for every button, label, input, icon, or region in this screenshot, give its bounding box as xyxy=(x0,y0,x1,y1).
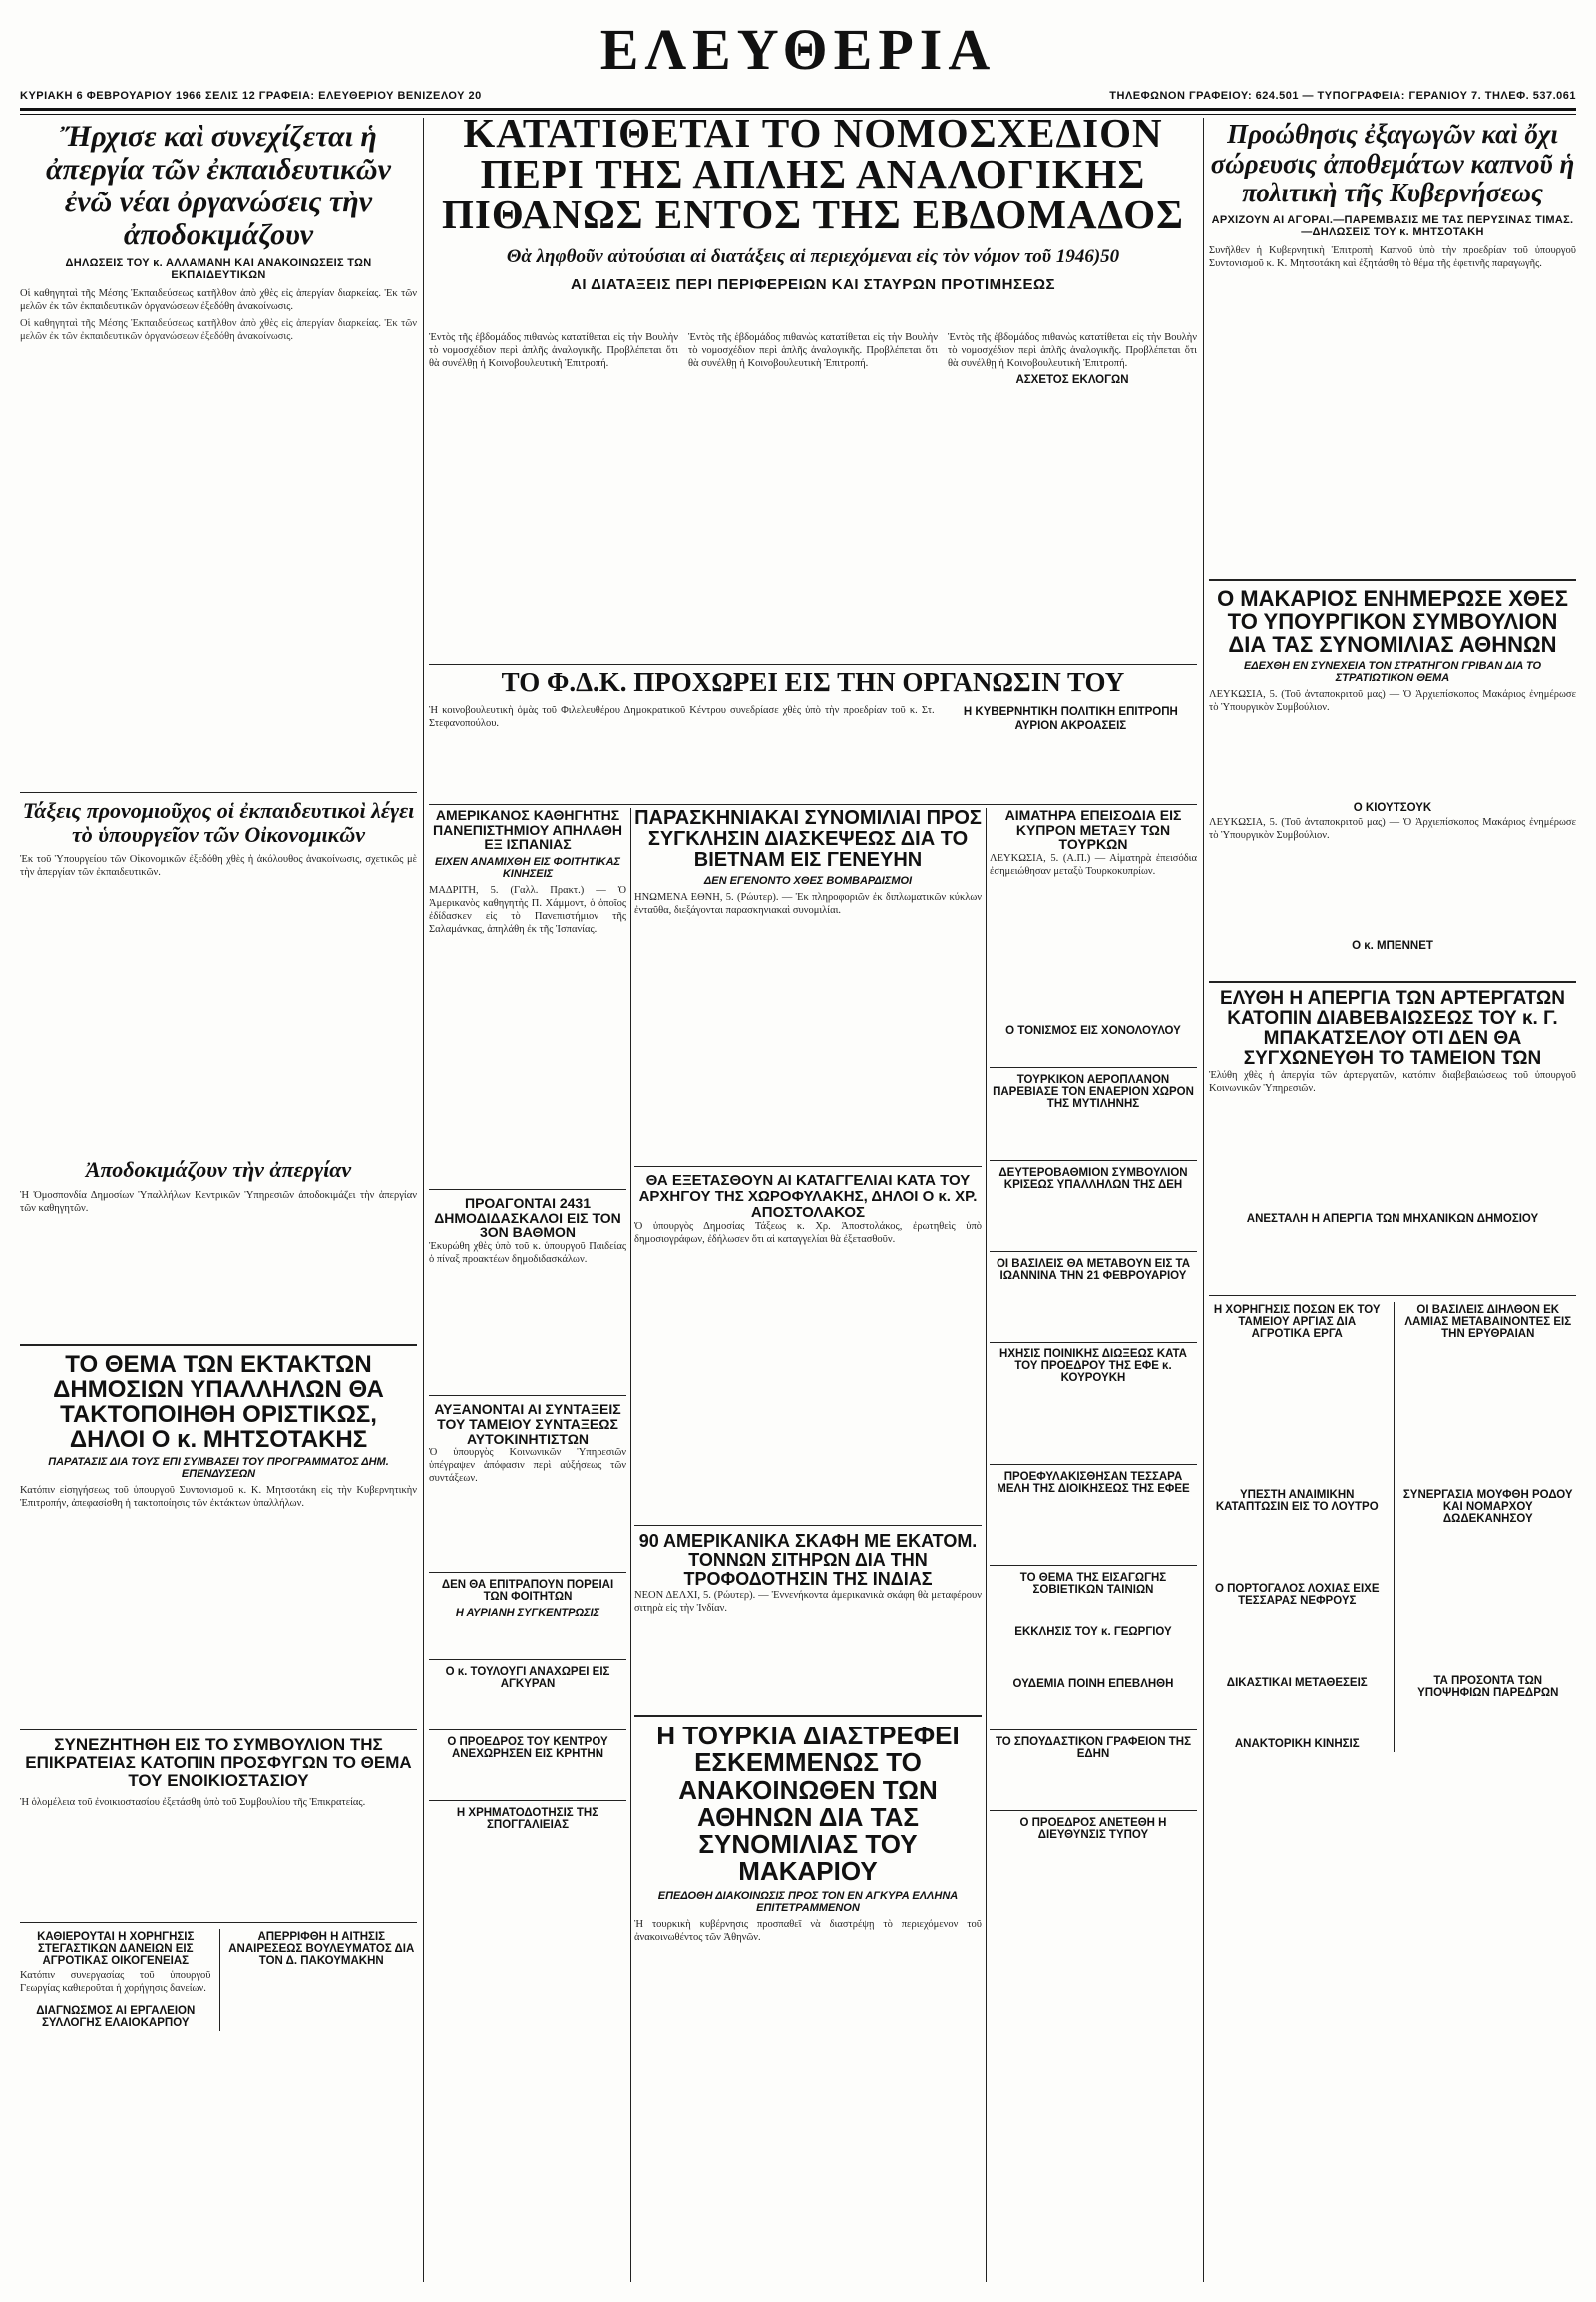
article-body: Ἡ κοινοβουλευτικὴ ὁμὰς τοῦ Φιλελευθέρου Δημοκρατικοῦ Κέντρου συνεδρίασε χθὲς ὑπὸ τὴν προεδρίαν τοῦ κ. Στ. Στεφανοπούλου. xyxy=(429,704,935,729)
section-rule xyxy=(429,664,1197,665)
lead-body: Ἐντὸς τῆς ἑβδομάδος πιθανὼς κατατίθεται εἰς τὴν Βουλὴν τὸ νομοσχέδιον περὶ ἁπλῆς ἀναλογικῆς. Προβλέπεται ὅτι θὰ συνέλθῃ ἡ Κοινοβουλευτικὴ Ἐπιτροπή. xyxy=(948,332,1197,369)
article-headline: ΠΡΟΑΓΟΝΤΑΙ 2431 ΔΗΜΟΔΙΔΑΣΚΑΛΟΙ ΕΙΣ ΤΟΝ 3ΟΝ ΒΑΘΜΟΝ xyxy=(434,1195,621,1241)
right-bottom-left xyxy=(1209,1302,1386,1752)
article-headline: Ο ΠΡΟΕΔΡΟΣ ΤΟΥ ΚΕΝΤΡΟΥ ΑΝΕΧΩΡΗΣΕΝ ΕΙΣ ΚΡΗΤΗΝ xyxy=(447,1736,608,1761)
article-body: Κατόπιν συνεργασίας τοῦ ὑπουργοῦ Γεωργίας καθιεροῦται ἡ χορήγησις δανείων. xyxy=(20,1969,211,1994)
center-col-a xyxy=(429,808,626,2282)
article-headline: Η ΧΟΡΗΓΗΣΙΣ ΠΟΣΩΝ ΕΚ ΤΟΥ ΤΑΜΕΙΟΥ ΑΡΓΙΑΣ ΔΙΑ ΑΓΡΟΤΙΚΑ ΕΡΓΑ xyxy=(1213,1304,1381,1341)
section-rule xyxy=(1209,1295,1576,1296)
article-headline: ΔΕΥΤΕΡΟΒΑΘΜΙΟΝ ΣΥΜΒΟΥΛΙΟΝ ΚΡΙΣΕΩΣ ΥΠΑΛΛΗΛΩΝ ΤΗΣ ΔΕΗ xyxy=(998,1167,1188,1192)
article-body: Ἡ ὁλομέλεια τοῦ ἐνοικιοστασίου ἐξετάσθη ὑπὸ τοῦ Συμβουλίου τῆς Ἐπικρατείας. xyxy=(20,1796,366,1808)
right-column xyxy=(1209,120,1576,2282)
article-headline: Ο ΠΡΟΕΔΡΟΣ ΑΝΕΤΕΘΗ Η ΔΙΕΥΘΥΝΣΙΣ ΤΥΠΟΥ xyxy=(1019,1817,1167,1842)
article-body: Ἐκ τοῦ Ὑπουργείου τῶν Οἰκονομικῶν ἐξεδόθη χθὲς ἡ ἀκόλουθος ἀνακοίνωσις, σχετικῶς μὲ τὴν ἀπεργίαν τῶν ἐκπαιδευτικῶν. xyxy=(20,854,417,879)
article-body: ΛΕΥΚΩΣΙΑ, 5. (Τοῦ ἀνταποκριτοῦ μας) — Ὁ Ἀρχιεπίσκοπος Μακάριος ἐνημέρωσε τὸ Ὑπουργικὸν Συμβούλιον. xyxy=(1209,817,1576,842)
article-headline: ΤΟ Φ.Δ.Κ. ΠΡΟΧΩΡΕΙ ΕΙΣ ΤΗΝ ΟΡΓΑΝΩΣΙΝ ΤΟΥ xyxy=(501,668,1125,697)
fdk-article xyxy=(429,668,1197,800)
lead-article xyxy=(429,331,1197,660)
article-kicker: ΕΔΕΧΘΗ ΕΝ ΣΥΝΕΧΕΙΑ ΤΟΝ ΣΤΡΑΤΗΓΟΝ ΓΡΙΒΑΝ ΔΙΑ ΤΟ ΣΤΡΑΤΙΩΤΙΚΟΝ ΘΕΜΑ xyxy=(1243,660,1542,685)
right-bottom-row xyxy=(1209,1302,1576,1752)
article-headline: ΣΥΝΕΡΓΑΣΙΑ ΜΟΥΦΘΗ ΡΟΔΟΥ ΚΑΙ ΝΟΜΑΡΧΟΥ ΔΩΔΕΚΑΝΗΣΟΥ xyxy=(1402,1489,1573,1526)
article-headline: ΣΥΝΕΖΗΤΗΘΗ ΕΙΣ ΤΟ ΣΥΜΒΟΥΛΙΟΝ ΤΗΣ ΕΠΙΚΡΑΤΕΙΑΣ ΚΑΤΟΠΙΝ ΠΡΟΣΦΥΓΩΝ ΤΟ ΘΕΜΑ ΤΟΥ ΕΝΟΙΚΙΟΣΤΑΣΙΟΥ xyxy=(25,1735,412,1790)
article-headline: ΚΑΘΙΕΡΟΥΤΑΙ Η ΧΟΡΗΓΗΣΙΣ ΣΤΕΓΑΣΤΙΚΩΝ ΔΑΝΕΙΩΝ ΕΙΣ ΑΓΡΟΤΙΚΑΣ ΟΙΚΟΓΕΝΕΙΑΣ xyxy=(37,1930,195,1967)
article-headline: ΑΝΕΣΤΑΛΗ Η ΑΠΕΡΓΙΑ ΤΩΝ ΜΗΧΑΝΙΚΩΝ ΔΗΜΟΣΙΟΥ xyxy=(1246,1213,1539,1226)
lead-left-body: Οἱ καθηγηταὶ τῆς Μέσης Ἐκπαιδεύσεως κατῆλθον ἀπὸ χθὲς εἰς ἀπεργίαν διαρκείας. Ἐκ τῶν μελῶν ἐκ τῶν ἐκπαιδευτικῶν ὀργανώσεων ἐξεδόθη ἀνακοίνωσις. xyxy=(20,288,417,312)
article-headline: Η ΧΡΗΜΑΤΟΔΟΤΗΣΙΣ ΤΗΣ ΣΠΟΓΓΑΛΙΕΙΑΣ xyxy=(456,1807,599,1832)
article-body: ΝΕΟΝ ΔΕΛΧΙ, 5. (Ρώυτερ). — Ἐννενήκοντα ἀμερικανικὰ σκάφη θὰ μεταφέρουν σιτηρὰ εἰς τὴν Ἰνδίαν. xyxy=(634,1589,982,1614)
masthead-date-info: ΚΥΡΙΑΚΗ 6 ΦΕΒΡΟΥΑΡΙΟΥ 1966 ΣΕΛΙΣ 12 ΓΡΑΦΕΙΑ: ΕΛΕΥΘΕΡΙΟΥ ΒΕΝΙΖΕΛΟΥ 20 xyxy=(20,90,482,102)
article-body: Ἡ Ὁμοσπονδία Δημοσίων Ὑπαλλήλων Κεντρικῶν Ὑπηρεσιῶν ἀποδοκιμάζει τὴν ἀπεργίαν τῶν καθηγητῶν. xyxy=(20,1189,417,1214)
section-rule xyxy=(429,1572,626,1573)
article-kicker: ΕΙΧΕΝ ΑΝΑΜΙΧΘΗ ΕΙΣ ΦΟΙΤΗΤΙΚΑΣ ΚΙΝΗΣΕΙΣ xyxy=(434,856,621,881)
section-rule xyxy=(20,1922,417,1923)
lead-columns xyxy=(429,331,1197,388)
article-subhead: ΑΥΡΙΟΝ ΑΚΡΟΑΣΕΙΣ xyxy=(1014,719,1127,732)
article-body: ΗΝΩΜΕΝΑ ΕΘΝΗ, 5. (Ρώυτερ). — Ἐκ πληροφοριῶν ἐκ διπλωματικῶν κύκλων ἐνταῦθα, διεξάγονται παρασκηνιακαὶ συνομιλίαι. xyxy=(634,892,982,916)
main-deck xyxy=(426,246,1200,293)
fdk-side xyxy=(945,704,1197,734)
lead-body: Ἐντὸς τῆς ἑβδομάδος πιθανὼς κατατίθεται εἰς τὴν Βουλὴν τὸ νομοσχέδιον περὶ ἁπλῆς ἀναλογικῆς. Προβλέπεται ὅτι θὰ συνέλθῃ ἡ Κοινοβουλευτικὴ Ἐπιτροπή. xyxy=(688,332,938,369)
article-headline: 90 ΑΜΕΡΙΚΑΝΙΚΑ ΣΚΑΦΗ ΜΕ ΕΚΑΤΟΜ. ΤΟΝΝΩΝ ΣΙΤΗΡΩΝ ΔΙΑ ΤΗΝ ΤΡΟΦΟΔΟΤΗΣΙΝ ΤΗΣ ΙΝΔΙΑΣ xyxy=(638,1531,978,1590)
article-headline: ΑΥΞΑΝΟΝΤΑΙ ΑΙ ΣΥΝΤΑΞΕΙΣ ΤΟΥ ΤΑΜΕΙΟΥ ΣΥΝΤΑΞΕΩΣ ΑΥΤΟΚΙΝΗΤΙΣΤΩΝ xyxy=(434,1401,621,1447)
section-rule xyxy=(634,1525,982,1526)
section-rule xyxy=(990,1565,1197,1566)
section-rule xyxy=(634,1715,982,1717)
article-body: Ἐκυρώθη χθὲς ὑπὸ τοῦ κ. ὑπουργοῦ Παιδείας ὁ πίναξ προακτέων δημοδιδασκάλων. xyxy=(429,1241,626,1266)
section-rule xyxy=(990,1729,1197,1730)
article-headline: ΔΙΑΓΝΩΣΜΟΣ ΑΙ ΕΡΓΑΛΕΙΟΝ ΣΥΛΛΟΓΗΣ ΕΛΑΙΟΚΑΡΠΟΥ xyxy=(36,2004,196,2029)
deck-line-2: ΑΙ ΔΙΑΤΑΞΕΙΣ ΠΕΡΙ ΠΕΡΙΦΕΡΕΙΩΝ ΚΑΙ ΣΤΑΥΡΩΝ ΠΡΟΤΙΜΗΣΕΩΣ xyxy=(571,276,1055,293)
left-column xyxy=(20,120,417,2282)
article-kicker: ΔΕΝ ΕΓΕΝΟΝΤΟ ΧΘΕΣ ΒΟΜΒΑΡΔΙΣΜΟΙ xyxy=(703,875,913,887)
article-headline: ΤΟΥΡΚΙΚΟΝ ΑΕΡΟΠΛΑΝΟΝ ΠΑΡΕΒΙΑΣΕ ΤΟΝ ΕΝΑΕΡΙΟΝ ΧΩΡΟΝ ΤΗΣ ΜΥΤΙΛΗΝΗΣ xyxy=(993,1074,1194,1111)
article-body: Ἐλύθη χθὲς ἡ ἀπεργία τῶν ἀρτεργατῶν, κατόπιν διαβεβαιώσεως τοῦ ὑπουργοῦ Κοινωνικῶν Ὑπηρεσιῶν. xyxy=(1209,1070,1576,1095)
article-headline: Ο ΠΟΡΤΟΓΑΛΟΣ ΛΟΧΙΑΣ ΕΙΧΕ ΤΕΣΣΑΡΑΣ ΝΕΦΡΟΥΣ xyxy=(1214,1583,1380,1608)
article-headline: ΤΑ ΠΡΟΣΟΝΤΑ ΤΩΝ ΥΠΟΨΗΦΙΩΝ ΠΑΡΕΔΡΩΝ xyxy=(1417,1675,1559,1700)
lead-left-body-cont xyxy=(20,317,417,786)
article-headline: ΑΠΕΡΡΙΦΘΗ Η ΑΙΤΗΣΙΣ ΑΝΑΙΡΕΣΕΩΣ ΒΟΥΛΕΥΜΑΤΟΣ ΔΙΑ ΤΟΝ Δ. ΠΑΚΟΥΜΑΚΗΝ xyxy=(228,1930,415,1967)
lead-left-headline: Ἤρχισε καὶ συνεχίζεται ἡ ἀπεργία τῶν ἐκπαιδευτικῶν ἐνῶ νέαι ὀργανώσεις τὴν ἀποδοκιμάζουν xyxy=(46,120,391,251)
article-headline: ΕΛΥΘΗ Η ΑΠΕΡΓΙΑ ΤΩΝ ΑΡΤΕΡΓΑΤΩΝ ΚΑΤΟΠΙΝ ΔΙΑΒΕΒΑΙΩΣΕΩΣ ΤΟΥ κ. Γ. ΜΠΑΚΑΤΣΕΛΟΥ ΟΤΙ ΔΕΝ ΘΑ ΣΥΓΧΩΝΕΥΘΗ ΤΟ ΤΑΜΕΙΟΝ ΤΩΝ xyxy=(1220,988,1565,1070)
article-headline: ΗΧΗΣΙΣ ΠΟΙΝΙΚΗΣ ΔΙΩΞΕΩΣ ΚΑΤΑ ΤΟΥ ΠΡΟΕΔΡΟΥ ΤΗΣ ΕΦΕ κ. ΚΟΥΡΟΥΚΗ xyxy=(999,1348,1187,1385)
article-headline: ΟΙ ΒΑΣΙΛΕΙΣ ΘΑ ΜΕΤΑΒΟΥΝ ΕΙΣ ΤΑ ΙΩΑΝΝΙΝΑ ΤΗΝ 21 ΦΕΒΡΟΥΑΡΙΟΥ xyxy=(996,1258,1191,1283)
section-rule xyxy=(634,1166,982,1167)
section-rule xyxy=(429,1395,626,1396)
article-headline: ΥΠΕΣΤΗ ΑΝΑΙΜΙΚΗΝ ΚΑΤΑΠΤΩΣΙΝ ΕΙΣ ΤΟ ΛΟΥΤΡΟ xyxy=(1215,1489,1379,1514)
article-subhead: Ο κ. ΜΠΕΝΝΕΤ xyxy=(1352,940,1433,953)
article-headline: ΘΑ ΕΞΕΤΑΣΘΟΥΝ ΑΙ ΚΑΤΑΓΓΕΛΙΑΙ ΚΑΤΑ ΤΟΥ ΑΡΧΗΓΟΥ ΤΗΣ ΧΩΡΟΦΥΛΑΚΗΣ, ΔΗΛΟΙ Ο κ. ΧΡ. ΑΠΟΣΤΟΛΑΚΟΣ xyxy=(638,1172,978,1221)
bottom-left-article xyxy=(20,1929,211,2031)
article-body: Κατόπιν εἰσηγήσεως τοῦ ὑπουργοῦ Συντονισμοῦ κ. Κ. Μητσοτάκη εἰς τὴν Κυβερνητικὴν Ἐπιτροπήν, ἀπεφασίσθη ἡ τακτοποίησις τῶν ἐκτάκτων ὑπαλλήλων. xyxy=(20,1485,417,1510)
lead-right-headline: Προώθησις ἐξαγωγῶν καὶ ὄχι σώρευσις ἀποθεμάτων καπνοῦ ἡ πολιτικὴ τῆς Κυβερνήσεως xyxy=(1210,120,1575,208)
section-rule xyxy=(429,1800,626,1801)
article-body: ΛΕΥΚΩΣΙΑ, 5. (Α.Π.) — Αἱματηρὰ ἐπεισόδια ἐσημειώθησαν μεταξὺ Τουρκοκυπρίων. xyxy=(990,853,1197,878)
article-subhead: Η ΚΥΒΕΡΝΗΤΙΚΗ ΠΟΛΙΤΙΚΗ ΕΠΙΤΡΟΠΗ xyxy=(963,705,1178,718)
section-rule xyxy=(990,1464,1197,1465)
section-rule xyxy=(429,1729,626,1730)
section-rule xyxy=(990,1160,1197,1161)
section-rule xyxy=(990,1810,1197,1811)
column-rule xyxy=(423,118,424,2282)
article-subhead: ΟΥΔΕΜΙΑ ΠΟΙΝΗ ΕΠΕΒΛΗΘΗ xyxy=(1012,1678,1174,1691)
fdk-columns xyxy=(429,704,1197,734)
body-text: Οἱ καθηγηταὶ τῆς Μέσης Ἐκπαιδεύσεως κατῆλθον ἀπὸ χθὲς εἰς ἀπεργίαν διαρκείας. Ἐκ τῶν μελῶν ἐκ τῶν ἐκπαιδευτικῶν ὀργανώσεων ἐξεδόθη ἀνακοίνωσις. xyxy=(20,318,417,342)
article-headline: ΤΟ ΘΕΜΑ ΤΗΣ ΕΙΣΑΓΩΓΗΣ ΣΟΒΙΕΤΙΚΩΝ ΤΑΙΝΙΩΝ xyxy=(1019,1572,1167,1597)
article-body: Ὁ ὑπουργὸς Δημοσίας Τάξεως κ. Χρ. Ἀποστολάκος, ἐρωτηθεὶς ὑπὸ δημοσιογράφων, ἐδήλωσεν ὅτι αἱ καταγγελίαι θὰ ἐξετασθοῦν. xyxy=(634,1221,982,1246)
article-body: ΛΕΥΚΩΣΙΑ, 5. (Τοῦ ἀνταποκριτοῦ μας) — Ὁ Ἀρχιεπίσκοπος Μακάριος ἐνημέρωσε τὸ Ὑπουργικὸν Συμβούλιον. xyxy=(1209,689,1576,714)
lead-right-body: Συνῆλθεν ἡ Κυβερνητικὴ Ἐπιτροπὴ Καπνοῦ ὑπὸ τὴν προεδρίαν τοῦ ὑπουργοῦ Συντονισμοῦ κ. Κ. Μητσοτάκη καὶ ἐξητάσθη τὸ θέμα τῆς ἐφετινῆς παραγωγῆς. xyxy=(1209,245,1576,270)
lead-body-col xyxy=(948,331,1197,388)
article-subhead: Ο ΚΙΟΥΤΣΟΥΚ xyxy=(1353,802,1432,815)
masthead-phone-info: ΤΗΛΕΦΩΝΟΝ ΓΡΑΦΕΙΟΥ: 624.501 — ΤΥΠΟΓΡΑΦΕΙΑ: ΓΕΡΑΝΙΟΥ 7. ΤΗΛΕΦ. 537.061 xyxy=(1109,90,1576,102)
section-rule xyxy=(1209,579,1576,581)
article-headline: ΔΕΝ ΘΑ ΕΠΙΤΡΑΠΟΥΝ ΠΟΡΕΙΑΙ ΤΩΝ ΦΟΙΤΗΤΩΝ xyxy=(441,1579,614,1604)
article-headline: Ἀποδοκιμάζουν τὴν ἀπεργίαν xyxy=(85,1157,352,1183)
section-rule xyxy=(990,1067,1197,1068)
lead-body: Ἐντὸς τῆς ἑβδομάδος πιθανὼς κατατίθεται εἰς τὴν Βουλὴν τὸ νομοσχέδιον περὶ ἁπλῆς ἀναλογικῆς. Προβλέπεται ὅτι θὰ συνέλθῃ ἡ Κοινοβουλευτικὴ Ἐπιτροπή. xyxy=(429,332,678,369)
article-headline: ΔΙΚΑΣΤΙΚΑΙ ΜΕΤΑΘΕΣΕΙΣ xyxy=(1226,1677,1368,1690)
article-headline: Η ΤΟΥΡΚΙΑ ΔΙΑΣΤΡΕΦΕΙ ΕΣΚΕΜΜΕΝΩΣ ΤΟ ΑΝΑΚΟΙΝΩΘΕΝ ΤΩΝ ΑΘΗΝΩΝ ΔΙΑ ΤΑΣ ΣΥΝΟΜΙΛΙΑΣ ΤΟΥ ΜΑΚΑΡΙΟΥ xyxy=(656,1720,960,1887)
article-headline: ΠΑΡΑΣΚΗΝΙΑΚΑΙ ΣΥΝΟΜΙΛΙΑΙ ΠΡΟΣ ΣΥΓΚΛΗΣΙΝ ΔΙΑΣΚΕΨΕΩΣ ΔΙΑ ΤΟ ΒΙΕΤΝΑΜ ΕΙΣ ΓΕΝΕΥΗΝ xyxy=(634,808,982,871)
section-rule xyxy=(20,1344,417,1346)
banner-line-1: ΚΑΤΑΤΙΘΕΤΑΙ ΤΟ ΝΟΜΟΣΧΕΔΙΟΝ xyxy=(463,110,1163,156)
article-body: ΜΑΔΡΙΤΗ, 5. (Γαλλ. Πρακτ.) — Ὁ Ἀμερικανὸς καθηγητὴς Π. Χάμμοντ, ὁ ὁποῖος ἐδίδασκεν εἰς τὸ Πανεπιστήμιον τῆς Σαλαμάνκας, ἀπηλάθη ἐκ τῆς Ἰσπανίας. xyxy=(429,885,626,936)
deck-line: Θὰ ληφθοῦν αὐτούσιαι αἱ διατάξεις αἱ περιεχόμεναι εἰς τὸν νόμον τοῦ 1946)50 xyxy=(506,246,1120,267)
article-headline: ΑΙΜΑΤΗΡΑ ΕΠΕΙΣΟΔΙΑ ΕΙΣ ΚΥΠΡΟΝ ΜΕΤΑΞΥ ΤΩΝ ΤΟΥΡΚΩΝ xyxy=(1004,808,1182,853)
article-kicker: Η ΑΥΡΙΑΝΗ ΣΥΓΚΕΝΤΡΩΣΙΣ xyxy=(455,1607,600,1620)
article-headline: Τάξεις προνομιοῦχος οἱ ἐκπαιδευτικοὶ λέγει τὸ ὑπουργεῖον τῶν Οἰκονομικῶν xyxy=(22,798,415,848)
column-rule xyxy=(630,808,631,2282)
lead-right-subhead: ΑΡΧΙΖΟΥΝ ΑΙ ΑΓΟΡΑΙ.—ΠΑΡΕΜΒΑΣΙΣ ΜΕ ΤΑΣ ΠΕΡΥΣΙΝΑΣ ΤΙΜΑΣ.—ΔΗΛΩΣΕΙΣ ΤΟΥ κ. ΜΗΤΣΟΤΑΚΗ xyxy=(1211,214,1574,239)
article-headline: ΟΙ ΒΑΣΙΛΕΙΣ ΔΙΗΛΘΟΝ ΕΚ ΛΑΜΙΑΣ ΜΕΤΑΒΑΙΝΟΝΤΕΣ ΕΙΣ ΤΗΝ ΕΡΥΘΡΑΙΑΝ xyxy=(1404,1304,1572,1341)
article-headline: ΑΜΕΡΙΚΑΝΟΣ ΚΑΘΗΓΗΤΗΣ ΠΑΝΕΠΙΣΤΗΜΙΟΥ ΑΠΗΛΑΘΗ ΕΞ ΙΣΠΑΝΙΑΣ xyxy=(433,808,622,853)
nameplate: ΕΛΕΥΘΕΡΙΑ xyxy=(599,17,997,82)
lead-left-subhead: ΔΗΛΩΣΕΙΣ ΤΟΥ κ. ΑΛΛΑΜΑΝΗ ΚΑΙ ΑΝΑΚΟΙΝΩΣΕΙΣ ΤΩΝ ΕΚΠΑΙΔΕΥΤΙΚΩΝ xyxy=(65,257,372,281)
article-headline: Ο ΜΑΚΑΡΙΟΣ ΕΝΗΜΕΡΩΣΕ ΧΘΕΣ ΤΟ ΥΠΟΥΡΓΙΚΟΝ ΣΥΜΒΟΥΛΙΟΝ ΔΙΑ ΤΑΣ ΣΥΝΟΜΙΛΙΑΣ ΑΘΗΝΩΝ xyxy=(1217,586,1568,658)
lead-subhead: ΑΣΧΕΤΟΣ ΕΚΛΟΓΩΝ xyxy=(1015,374,1129,386)
article-headline: ΤΟ ΣΠΟΥΔΑΣΤΙΚΟΝ ΓΡΑΦΕΙΟΝ ΤΗΣ ΕΔΗΝ xyxy=(995,1736,1192,1761)
section-rule xyxy=(429,1189,626,1190)
section-rule xyxy=(990,1342,1197,1343)
center-col-c xyxy=(990,808,1197,2282)
right-bottom-right xyxy=(1394,1302,1577,1752)
bottom-left-article xyxy=(219,1929,418,2031)
section-rule xyxy=(20,1729,417,1730)
article-headline: ΑΝΑΚΤΟΡΙΚΗ ΚΙΝΗΣΙΣ xyxy=(1234,1738,1360,1751)
section-rule xyxy=(20,792,417,793)
section-rule xyxy=(1209,981,1576,983)
article-subhead: ΕΚΚΛΗΣΙΣ ΤΟΥ κ. ΓΕΩΡΓΙΟΥ xyxy=(1014,1626,1172,1639)
article-body: Ὁ ὑπουργὸς Κοινωνικῶν Ὑπηρεσιῶν ὑπέγραψεν ἀπόφασιν περὶ αὐξήσεως τῶν συντάξεων. xyxy=(429,1447,626,1485)
center-col-b xyxy=(634,808,982,2282)
bottom-left-row xyxy=(20,1929,417,2031)
banner-line-2: ΠΕΡΙ ΤΗΣ ΑΠΛΗΣ ΑΝΑΛΟΓΙΚΗΣ xyxy=(480,151,1146,196)
column-rule xyxy=(986,808,987,2282)
section-rule xyxy=(429,804,1197,805)
banner-line-3: ΠΙΘΑΝΩΣ ΕΝΤΟΣ ΤΗΣ ΕΒΔΟΜΑΔΟΣ xyxy=(442,192,1184,237)
article-headline: ΤΟ ΘΕΜΑ ΤΩΝ ΕΚΤΑΚΤΩΝ ΔΗΜΟΣΙΩΝ ΥΠΑΛΛΗΛΩΝ ΘΑ ΤΑΚΤΟΠΟΙΗΘΗ ΟΡΙΣΤΙΚΩΣ, ΔΗΛΟΙ Ο κ. ΜΗΤΣΟΤΑΚΗΣ xyxy=(53,1350,384,1454)
column-rule xyxy=(1203,118,1204,2282)
article-kicker: ΕΠΕΔΟΘΗ ΔΙΑΚΟΙΝΩΣΙΣ ΠΡΟΣ ΤΟΝ ΕΝ ΑΓΚΥΡΑ ΕΛΛΗΝΑ ΕΠΙΤΕΤΡΑΜΜΕΝΟΝ xyxy=(657,1889,959,1914)
article-headline: Ο κ. ΤΟΥΛΟΥΓΙ ΑΝΑΧΩΡΕΙ ΕΙΣ ΑΓΚΥΡΑΝ xyxy=(445,1666,610,1691)
article-body: Ἡ τουρκικὴ κυβέρνησις προσπαθεῖ νὰ διαστρέψῃ τὸ περιεχόμενον τοῦ ἀνακοινωθέντος τῶν Ἀθηνῶν. xyxy=(634,1918,982,1943)
section-rule xyxy=(429,1659,626,1660)
article-subhead: Ο ΤΟΝΙΣΜΟΣ ΕΙΣ ΧΟΝΟΛΟΥΛΟΥ xyxy=(1005,1025,1181,1038)
article-kicker: ΠΑΡΑΤΑΣΙΣ ΔΙΑ ΤΟΥΣ ΕΠΙ ΣΥΜΒΑΣΕΙ ΤΟΥ ΠΡΟΓΡΑΜΜΑΤΟΣ ΔΗΜ. ΕΠΕΝΔΥΣΕΩΝ xyxy=(48,1456,389,1481)
main-banner xyxy=(426,110,1200,242)
section-rule xyxy=(990,1251,1197,1252)
article-headline: ΠΡΟΕΦΥΛΑΚΙΣΘΗΣΑΝ ΤΕΣΣΑΡΑ ΜΕΛΗ ΤΗΣ ΔΙΟΙΚΗΣΕΩΣ ΤΗΣ ΕΦΕΕ xyxy=(997,1471,1190,1496)
